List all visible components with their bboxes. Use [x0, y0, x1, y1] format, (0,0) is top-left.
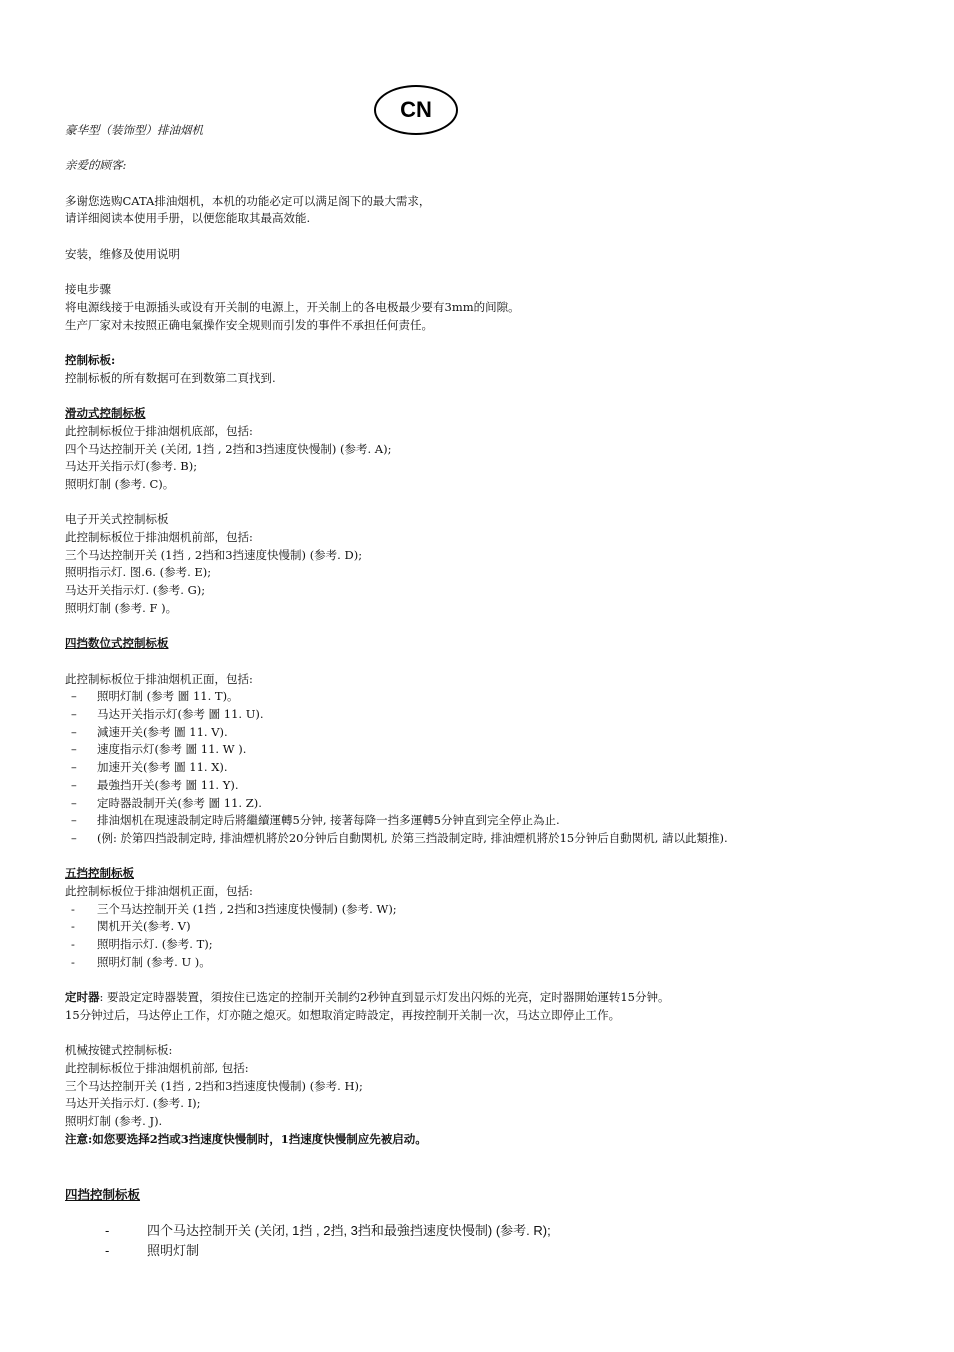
- list-item-text: 加速开关(参考 圖 11. X).: [97, 760, 228, 775]
- timer-line: [65, 989, 935, 1007]
- control-panel-heading: 控制标板:: [65, 353, 116, 368]
- mechanical-panel-line: 马达开关指示灯. (参考. I);: [65, 1096, 201, 1111]
- list-dash: –: [71, 777, 77, 792]
- five-panel-heading: 五挡控制标板: [65, 866, 134, 881]
- greeting: 亲爱的顾客:: [65, 158, 127, 173]
- list-item: [65, 936, 935, 954]
- timer-text: : 要設定定時器裝置，須按住已选定的控制开关制约2秒钟直到显示灯发出闪烁的光亮，定时器開始運转15分钟。: [99, 990, 670, 1005]
- list-item: [65, 1241, 551, 1261]
- slide-panel-heading: 滑动式控制标板: [65, 406, 146, 421]
- list-item-text: 関机开关(参考. V): [97, 919, 191, 934]
- install-title: 安装，维修及使用说明: [65, 246, 180, 261]
- five-panel-list: [65, 901, 935, 972]
- list-item-text: 照明灯制 (参考. U )。: [97, 954, 211, 969]
- mechanical-panel-line: 照明灯制 (参考. J).: [65, 1114, 163, 1129]
- list-dash: –: [71, 707, 77, 722]
- list-item: [65, 954, 935, 972]
- control-panel-text: 控制标板的所有数据可在到数第二頁找到.: [65, 370, 276, 385]
- list-dash: -: [71, 919, 75, 934]
- list-dash: -: [71, 901, 75, 916]
- document-title: 豪华型（装饰型）排油烟机: [65, 123, 203, 137]
- electrical-line: 生产厂家对未按照正确电氣操作安全规则而引发的事件不承担任何责任。: [65, 317, 433, 332]
- four-panel-list: [65, 1221, 551, 1261]
- list-item: [65, 688, 935, 706]
- digital-panel-heading: 四挡数位式控制标板: [65, 636, 169, 651]
- electronic-panel-line: 照明灯制 (参考. F )。: [65, 600, 178, 615]
- list-item: [65, 1221, 551, 1241]
- list-item: [65, 759, 935, 777]
- list-dash: -: [105, 1243, 110, 1258]
- list-item-text: 三个马达控制开关 (1挡 , 2挡和3挡速度快慢制) (参考. W);: [97, 901, 397, 916]
- timer-label: 定时器: [65, 990, 100, 1005]
- list-item: [65, 706, 935, 724]
- timer-line: 15分钟过后，马达停止工作，灯亦随之熄灭。如想取消定時設定，再按控制开关制一次，马达立即停止工作。: [65, 1007, 621, 1022]
- list-dash: –: [71, 813, 77, 828]
- list-item-text: 照明灯制: [147, 1243, 200, 1258]
- list-item-text: 四个马达控制开关 (关闭, 1挡 , 2挡, 3挡和最強挡速度快慢制) (参考. R);: [147, 1223, 551, 1238]
- mechanical-panel-line: 三个马达控制开关 (1挡 , 2挡和3挡速度快慢制) (参考. H);: [65, 1078, 363, 1093]
- language-badge: CN: [374, 85, 458, 135]
- mechanical-panel-heading: 机械按键式控制标板:: [65, 1043, 173, 1058]
- four-panel-heading: 四挡控制标板: [65, 1187, 141, 1202]
- list-item-text: 照明指示灯. (参考. T);: [97, 937, 213, 952]
- list-dash: –: [71, 795, 77, 810]
- list-item-text: 马达开关指示灯(参考 圖 11. U).: [97, 707, 264, 722]
- list-item: [65, 830, 935, 848]
- four-panel-section: [65, 1185, 935, 1258]
- list-item-text: (例: 於第四挡設制定時, 排油煙机將於20分钟后自動関机, 於第三挡設制定時, 排油煙机將於15分钟后自動関机, 請以此類推).: [97, 830, 728, 845]
- list-item: [65, 901, 935, 919]
- list-dash: –: [71, 760, 77, 775]
- list-item: [65, 777, 935, 795]
- digital-panel-list: [65, 688, 935, 847]
- list-dash: -: [105, 1223, 110, 1238]
- electronic-panel-line: 马达开关指示灯. (参考. G);: [65, 583, 206, 598]
- list-item: [65, 724, 935, 742]
- list-item-text: 減速开关(参考 圖 11. V).: [97, 724, 228, 739]
- electronic-panel-line: 照明指示灯. 图.6. (参考. E);: [65, 565, 212, 580]
- list-item: [65, 918, 935, 936]
- electronic-panel-heading: 电子开关式控制标板: [65, 512, 169, 527]
- list-item: [65, 812, 935, 830]
- slide-panel-line: 此控制标板位于排油烟机底部，包括:: [65, 423, 253, 438]
- list-dash: -: [71, 937, 75, 952]
- list-item-text: 排油烟机在現速設制定時后將繼續運轉5分钟, 接著每降一挡多運轉5分钟直到完全停止為止.: [97, 813, 560, 828]
- list-item-text: 速度指示灯(参考 圖 11. W ).: [97, 742, 247, 757]
- mechanical-panel-line: 此控制标板位于排油烟机前部, 包括:: [65, 1061, 249, 1076]
- manual-content: [65, 122, 935, 1149]
- list-item: [65, 741, 935, 759]
- slide-panel-line: 照明灯制 (参考. C)。: [65, 476, 175, 491]
- list-item-text: 定時器設制开关(参考 圖 11. Z).: [97, 795, 262, 810]
- list-dash: -: [71, 954, 75, 969]
- electrical-line: 将电源线接于电源插头或设有开关制的电源上，开关制上的各电极最少要有3mm的间隙。: [65, 299, 520, 314]
- list-item: [65, 795, 935, 813]
- list-dash: –: [71, 830, 77, 845]
- slide-panel-line: 马达开关指示灯(参考. B);: [65, 459, 198, 474]
- digital-panel-intro: 此控制标板位于排油烟机正面，包括:: [65, 671, 253, 686]
- list-item-text: 照明灯制 (参考 圖 11. T)。: [97, 689, 239, 704]
- list-dash: –: [71, 724, 77, 739]
- electronic-panel-line: 三个马达控制开关 (1挡 , 2挡和3挡速度快慢制) (参考. D);: [65, 547, 363, 562]
- mechanical-panel-note: 注意:如您要选择2挡或3挡速度快慢制时，1挡速度快慢制应先被启动。: [65, 1131, 427, 1146]
- electronic-panel-line: 此控制标板位于排油烟机前部，包括:: [65, 530, 253, 545]
- list-dash: –: [71, 742, 77, 757]
- intro-line: 请详细阅读本使用手册，以便您能取其最高效能.: [65, 211, 311, 226]
- list-dash: –: [71, 689, 77, 704]
- intro-line: 多谢您选购CATA排油烟机，本机的功能必定可以满足阁下的最大需求，: [65, 193, 431, 208]
- slide-panel-line: 四个马达控制开关 (关闭, 1挡 , 2挡和3挡速度快慢制) (参考. A);: [65, 441, 392, 456]
- list-item-text: 最強挡开关(参考 圖 11. Y).: [97, 777, 239, 792]
- electrical-heading: 接电步骤: [65, 282, 111, 297]
- five-panel-intro: 此控制标板位于排油烟机正面，包括:: [65, 884, 253, 899]
